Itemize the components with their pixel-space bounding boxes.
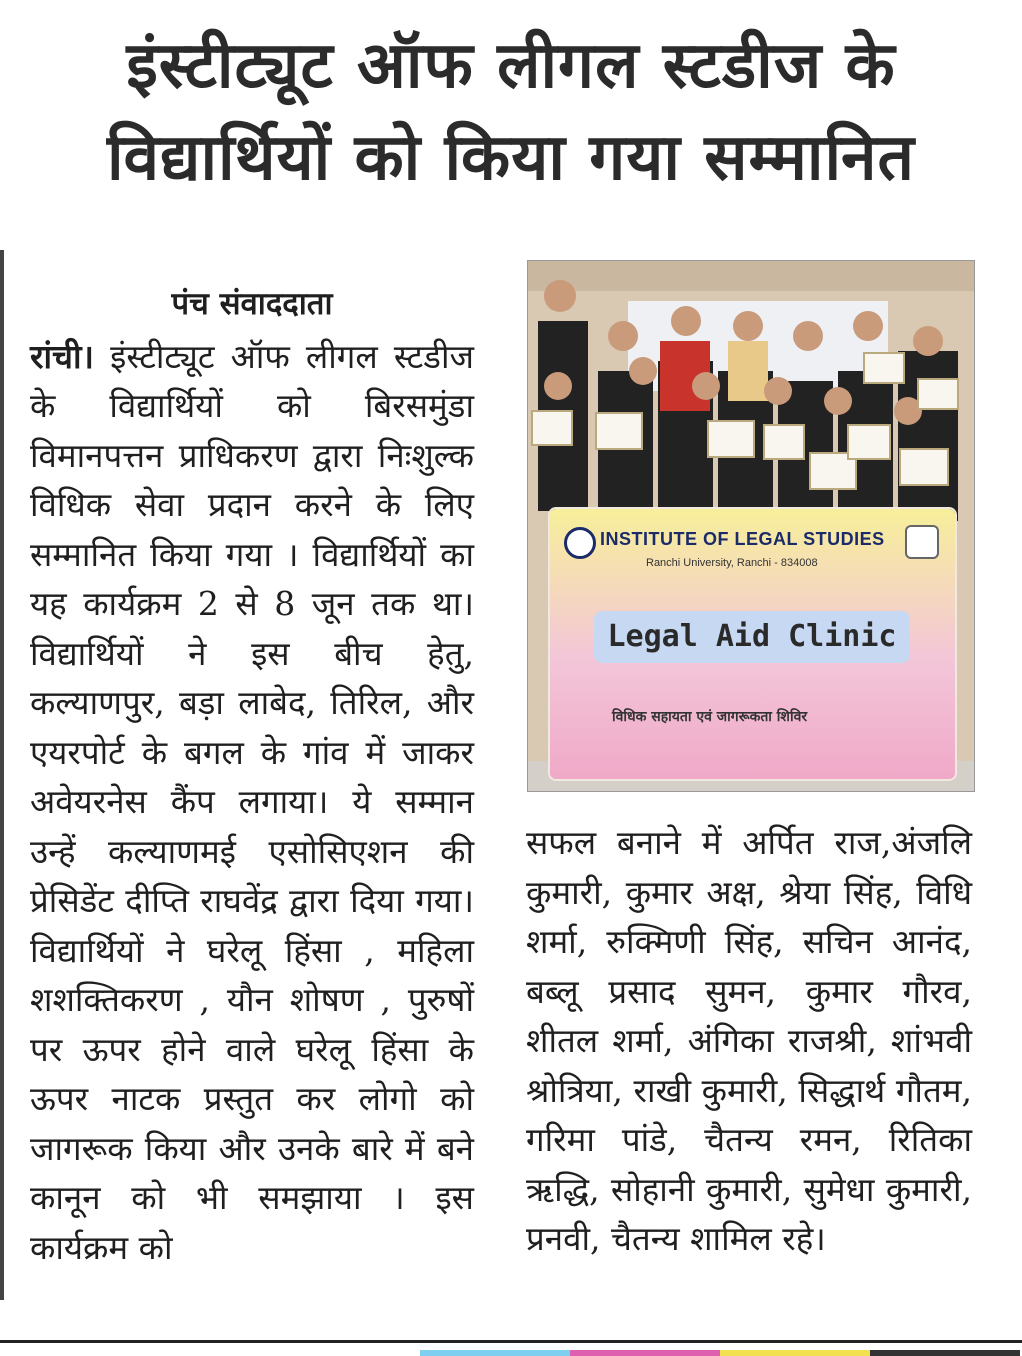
scales-of-justice-icon: [905, 525, 939, 559]
event-photo: [527, 260, 975, 792]
article-text-right: सफल बनाने में अर्पित राज,अंजलि कुमारी, कुमार अक्ष, श्रेया सिंह, विधि शर्मा, रुक्मिणी सिंह, सचिन आनंद, बब्लू प्रसाद सुमन, कुमार गौरव, शीतल शर्मा, अंगिका राजश्री, शांभवी श्रोत्रिया, राखी कुमारी, सिद्धार्थ गौतम, गरिमा पांडे, चैतन्य रमन, रितिका ऋद्धि, सोहानी कुमारी, सुमेधा कुमारी, प्रनवी, चैतन्य शामिल रहे।: [526, 823, 972, 1258]
article-column-left: [30, 280, 474, 1272]
dateline: रांची।: [30, 336, 95, 376]
bottom-rule: [0, 1340, 1022, 1343]
legal-aid-banner: [550, 509, 955, 779]
banner-clinic-label: Legal Aid Clinic: [594, 611, 910, 663]
article-column-right: [526, 818, 972, 1264]
headline-line-2: विद्यार्थियों को किया गया सम्मानित: [106, 121, 916, 195]
banner-subtitle: Ranchi University, Ranchi - 834008: [646, 557, 818, 569]
print-color-strip: [420, 1350, 1020, 1356]
banner-hindi-caption: विधिक सहायता एवं जागरूकता शिविर: [612, 709, 808, 725]
article-body-left: [30, 332, 474, 1273]
university-logo-icon: [564, 527, 596, 559]
headline: [20, 20, 1002, 204]
column-rule: [0, 250, 4, 1300]
byline: पंच संवाददाता: [171, 286, 333, 322]
article-text-left: इंस्टीट्यूट ऑफ लीगल स्टडीज के विद्यार्थियों को बिरसमुंडा विमानपत्तन प्राधिकरण द्वारा निःशुल्क विधिक सेवा प्रदान करने के लिए सम्मानित किया गया । विद्यार्थियों का यह कार्यक्रम 2 से 8 जून तक था। विद्यार्थियों ने इस बीच हेतु, कल्याणपुर, बड़ा लाबेद, तिरिल, और एयरपोर्ट के बगल के गांव में जाकर अवेयरनेस कैंप लगाया। ये सम्मान उन्हें कल्याणमई एसोसिएशन की प्रेसिडेंट दीप्ति राघवेंद्र द्वारा दिया गया। विद्यार्थियों ने घरेलू हिंसा , महिला शशक्तिकरण , यौन शोषण , पुरुषों पर ऊपर होने वाले घरेलू हिंसा के ऊपर नाटक प्रस्तुत कर लोगो को जागरूक किया और उनके बारे में बने कानून को भी समझाया । इस कार्यक्रम को: [30, 336, 474, 1267]
banner-title: INSTITUTE OF LEGAL STUDIES: [600, 529, 885, 549]
headline-line-1: इंस्टीट्यूट ऑफ लीगल स्टडीज के: [126, 29, 896, 103]
